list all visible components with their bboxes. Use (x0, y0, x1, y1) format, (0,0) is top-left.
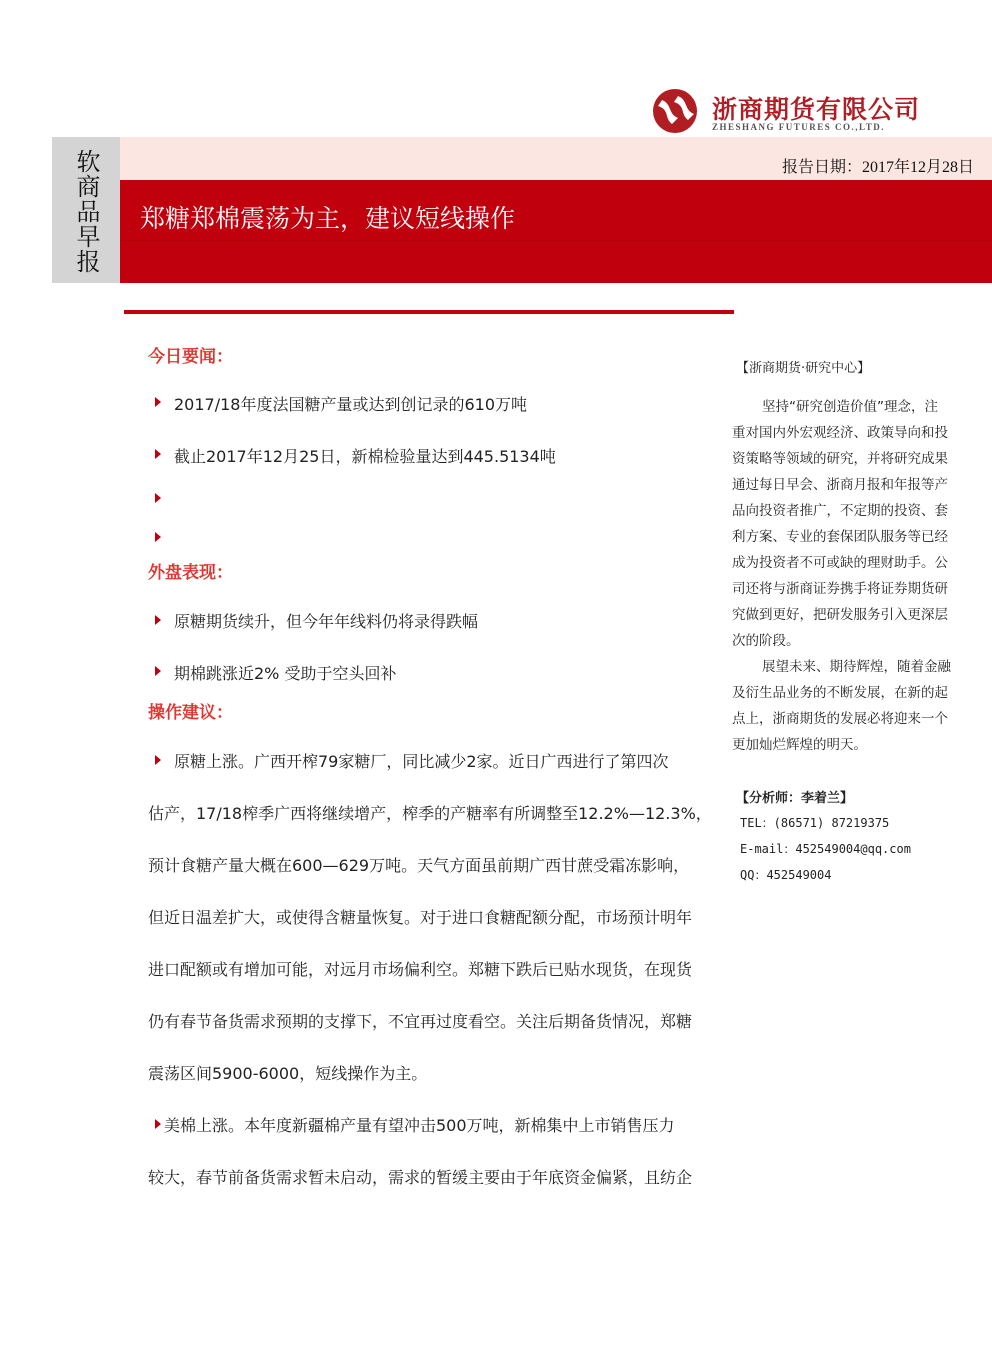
external-market-heading: 外盘表现： (148, 563, 233, 583)
research-center-line: 品向投资者推广，不定期的投资、套 (732, 503, 948, 519)
research-center-line: 次的阶段。 (732, 633, 800, 649)
title-band-divider (120, 240, 992, 241)
bullet-arrow-icon (155, 493, 161, 503)
advice-cotton-line: 美棉上涨。本年度新疆棉产量有望冲击500万吨，新棉集中上市销售压力 (164, 1116, 675, 1135)
research-center-line: 利方案、专业的套保团队服务等已经 (732, 529, 948, 545)
company-name-cn: 浙商期货有限公司 (712, 95, 921, 124)
research-center-line: 更加灿烂辉煌的明天。 (732, 737, 867, 753)
advice-sugar-line: 震荡区间5900-6000，短线操作为主。 (148, 1064, 428, 1083)
research-center-line: 重对国内外宏观经济、政策导向和投 (732, 425, 948, 441)
research-center-line: 究做到更好，把研发服务引入更深层 (732, 607, 948, 623)
report-category-tab (52, 137, 120, 283)
bullet-arrow-icon (155, 755, 161, 765)
research-center-line: 坚持“研究创造价值”理念，注 (762, 399, 938, 415)
research-center-line: 及衍生品业务的不断发展，在新的起 (732, 685, 948, 701)
advice-cotton-clip (148, 1158, 718, 1187)
page-title: 郑糖郑棉震荡为主，建议短线操作 (140, 204, 516, 233)
bullet-arrow-icon (155, 615, 161, 625)
research-center-line: 司还将与浙商证券携手将证券期货研 (732, 581, 948, 597)
bullet-arrow-icon (155, 532, 161, 542)
external-item: 期棉跳涨近2% 受助于空头回补 (174, 664, 397, 683)
research-center-line: 点上，浙商期货的发展必将迎来一个 (732, 711, 948, 727)
external-item: 原糖期货续升，但今年年线料仍将录得跌幅 (174, 612, 479, 631)
advice-sugar-line: 原糖上涨。广西开榨79家糖厂，同比减少2家。近日广西进行了第四次 (174, 752, 669, 771)
advice-sugar-line: 但近日温差扩大，或使得含糖量恢复。对于进口食糖配额分配，市场预计明年 (148, 908, 693, 927)
research-center-line: 展望未来、期待辉煌，随着金融 (762, 659, 951, 675)
bullet-arrow-icon (155, 397, 161, 407)
analyst-tel: TEL：(86571) 87219375 (740, 816, 890, 830)
news-item: 2017/18年度法国糖产量或达到创记录的610万吨 (174, 395, 528, 414)
research-center-line: 资策略等领域的研究，并将研究成果 (732, 451, 948, 467)
section-divider (124, 310, 734, 314)
company-name-en: ZHESHANG FUTURES CO.,LTD. (712, 122, 885, 132)
research-center-line: 通过每日早会、浙商月报和年报等产 (732, 477, 948, 493)
analyst-header: 【分析师：李着兰】 (736, 791, 854, 806)
bullet-arrow-icon (155, 1119, 161, 1129)
research-center-line: 成为投资者不可或缺的理财助手。公 (732, 555, 948, 571)
news-item: 截止2017年12月25日，新棉检验量达到445.5134吨 (174, 447, 556, 466)
report-category-label: 软商品早报 (72, 149, 100, 274)
bullet-arrow-icon (155, 449, 161, 459)
bullet-arrow-icon (155, 666, 161, 676)
advice-sugar-line: 估产，17/18榨季广西将继续增产，榨季的产糖率有所调整至12.2%—12.3%， (148, 804, 712, 823)
analyst-qq: QQ：452549004 (740, 868, 832, 882)
report-date: 报告日期：2017年12月28日 (781, 159, 974, 176)
research-center-header: 【浙商期货·研究中心】 (736, 361, 871, 376)
company-logo-icon (648, 88, 702, 134)
analyst-email[interactable]: E-mail：452549004@qq.com (740, 842, 911, 856)
news-heading: 今日要闻： (148, 347, 233, 367)
advice-cotton-line: 较大，春节前备货需求暂未启动，需求的暂缓主要由于年底资金偏紧，且纺企 (148, 1168, 693, 1187)
advice-sugar-line: 仍有春节备货需求预期的支撑下，不宜再过度看空。关注后期备货情况，郑糖 (148, 1012, 693, 1031)
company-logo (648, 88, 938, 138)
advice-sugar-line: 预计食糖产量大概在600—629万吨。天气方面虽前期广西甘蔗受霜冻影响， (148, 856, 690, 875)
advice-heading: 操作建议： (148, 703, 233, 723)
advice-sugar-line: 进口配额或有增加可能，对远月市场偏利空。郑糖下跌后已贴水现货，在现货 (148, 960, 693, 979)
